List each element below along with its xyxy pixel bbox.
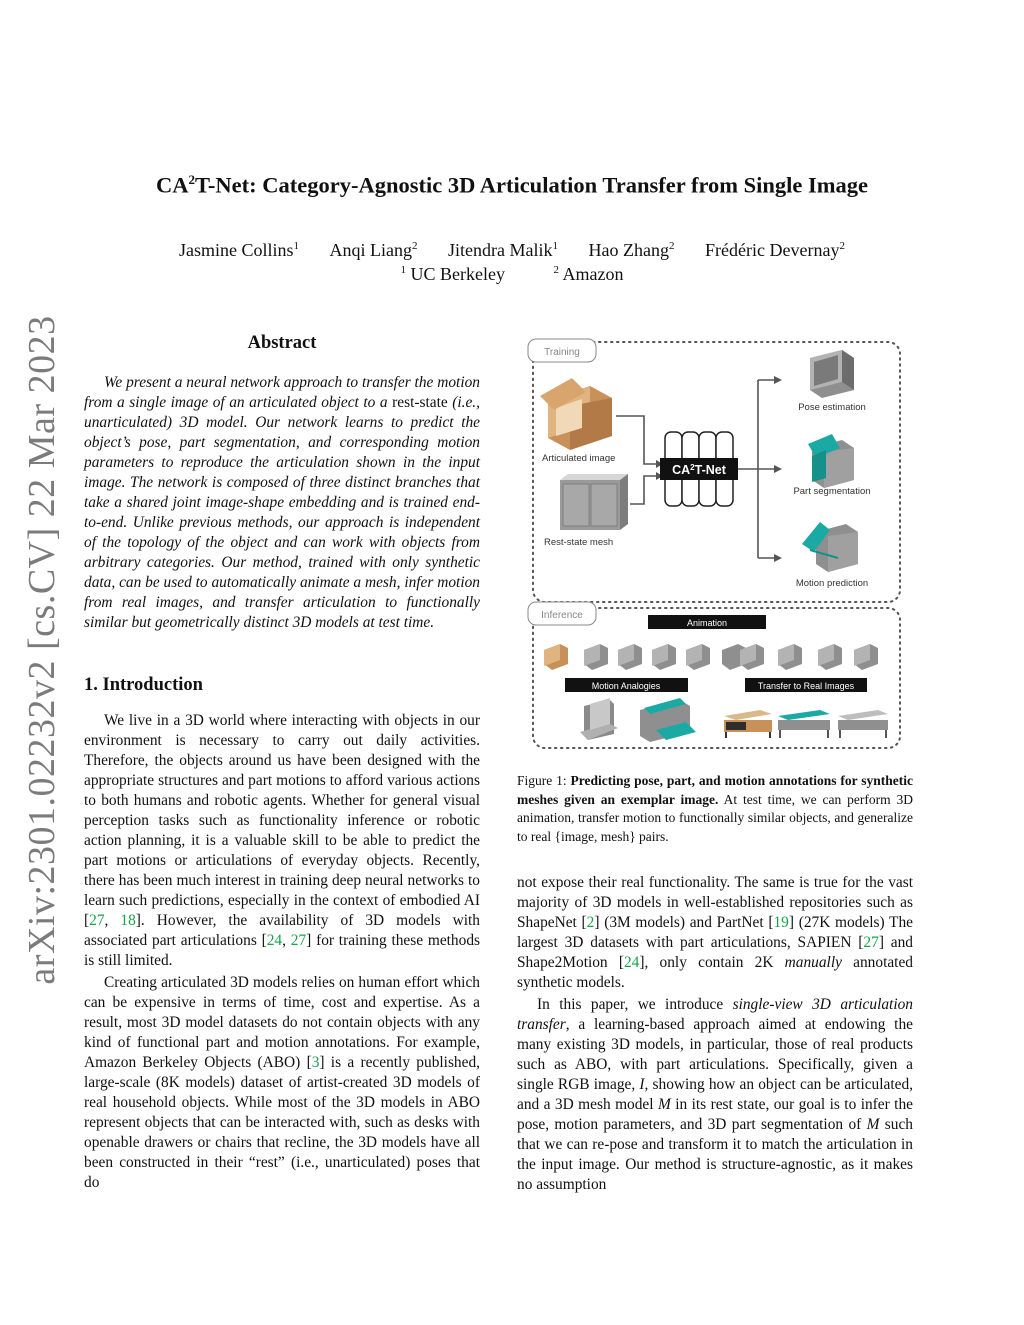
paper-title <box>0 172 1024 199</box>
arxiv-id-text: arXiv:2301.02232v2 [cs.CV] 22 Mar 2023 <box>21 315 63 985</box>
arrow-mesh-to-net <box>630 476 656 504</box>
network-name-label: $CA^2T$-Net <box>672 463 726 477</box>
pose-estimation-label: Pose estimation <box>798 402 866 413</box>
rest-state-label: Rest-state mesh <box>544 537 614 548</box>
rest-state-cabinet-mesh <box>560 474 628 530</box>
affiliations <box>0 264 1024 285</box>
part-segmentation-label: Part segmentation <box>793 486 871 497</box>
arxiv-side-stamp <box>18 315 66 985</box>
citation-link[interactable]: 3 <box>311 1054 320 1071</box>
author: Jasmine Collins$^1$ <box>179 240 300 260</box>
author: Anqi Liang$^2$ <box>329 240 418 260</box>
author: Frédéric Devernay$^2$ <box>705 240 845 260</box>
inference-tag: Inference <box>541 610 583 621</box>
intro-paragraph-4: In this paper, we introduce single-view 3D articulation transfer, a learning-based approach aimed at endowing the many existing 3D models, in particular, those of real products such as ABO, with part articulations. Specifically, given a single RGB image, I, showing how an object can be articulated, and a 3D mesh model M in its rest state, our goal is to infer the pose, motion parameters, and 3D part segmentation of M such that we can re-pose and transform it to match the articulation in the input image. Our method is structure-agnostic, as it makes no assumption <box>517 996 914 1193</box>
title-prefix: CA <box>155 172 189 198</box>
citation-link[interactable]: 18 <box>120 912 136 929</box>
figure-1-caption: Figure 1: Predicting pose, part, and motion annotations for synthetic meshes given an exemplar image. At test time, we can perform 3D animation, transfer motion to functionally similar objects, and generalize to real {image, mesh} pairs. <box>517 773 913 844</box>
network-block <box>660 432 738 506</box>
citation-link[interactable]: 27 <box>89 912 105 929</box>
pose-estimation-result <box>810 350 854 398</box>
author-list <box>0 240 1024 261</box>
articulated-cabinet-image <box>540 378 612 450</box>
articulated-image-label: Articulated image <box>542 453 616 464</box>
motion-prediction-result <box>802 522 858 572</box>
intro-paragraph-2: Creating articulated 3D models relies on human effort which can be expensive in terms of time, cost and expertise. As a result, most 3D model datasets do not contain objects with any kind of functional part and motion annotations. For example, Amazon Berkeley Objects (ABO) [3] is a recently published, large-scale (8K models) dataset of artist-created 3D models of real household objects. While most of the 3D models in ABO represent objects that can be interacted with, such as desks with openable drawers or chairs that recline, the 3D models have all been constructed in their “rest” (i.e., unarticulated) poses that do <box>84 974 481 1191</box>
animation-label: Animation <box>686 618 728 628</box>
motion-analogies-label: Motion Analogies <box>591 681 661 691</box>
arrow-net-to-outputs <box>738 380 774 558</box>
affiliation: $^1$ UC Berkeley <box>400 264 505 284</box>
author: Jitendra Malik$^1$ <box>448 240 559 260</box>
citation-link[interactable]: 27 <box>863 934 879 951</box>
citation-link[interactable]: 24 <box>266 932 283 949</box>
transfer-real-label: Transfer to Real Images <box>757 681 855 691</box>
intro-paragraph-3: not expose their real functionality. The same is true for the vast majority of 3D models in well-established repositories such as ShapeNet [2] (3M models) and PartNet [19] (27K models) The largest 3D datasets with part articulations, SAPIEN [27] and Shape2Motion [24], only contain 2K manually annotated synthetic models. <box>517 874 914 991</box>
intro-paragraph-1: We live in a 3D world where interacting with objects in our environment is necessary to carry out daily activities. Therefore, the objects around us have been designed with the appropriate structures and part motions to afford various actions to both humans and robotic agents. Whether for general visual perception tasks such as functionality inference or robotic action planning, it is a valuable skill to be able to predict the part motions or articulations of everyday objects. Recently, there has been much interest in training deep neural networks to learn such predictions, especially in the context of embodied AI [27, 18]. However, the availability of 3D models with associated part articulations [24, 27] for training these methods is still limited. <box>84 712 481 969</box>
animation-sequence <box>544 644 878 670</box>
title-superscript: 2 <box>188 172 195 187</box>
figure-1-diagram <box>520 336 910 754</box>
motion-prediction-label: Motion prediction <box>795 578 869 589</box>
citation-link[interactable]: 2 <box>586 914 595 931</box>
citation-link[interactable]: 19 <box>773 914 789 931</box>
author: Hao Zhang$^2$ <box>588 240 675 260</box>
motion-analogy-objects <box>580 698 696 742</box>
affiliation: $^2$ Amazon <box>553 264 624 284</box>
abstract-heading: Abstract <box>247 333 317 353</box>
section-heading-introduction: 1. Introduction <box>84 675 203 695</box>
abstract-text: We present a neural network approach to transfer the motion from a single image of an articulated object to a rest-state (i.e., unarticulated) 3D model. Our network learns to predict the object’s pose, part segmentation, and corresponding motion parameters to reproduce the articulation shown in the input image. The network is composed of three distinct branches that take a shared joint image-shape embedding and is trained end-to-end. Unlike previous methods, our approach is independent of the topology of the object and can work with objects from arbitrary categories. Our method, trained with only synthetic data, can be used to automatically animate a mesh, infer motion from real images, and transfer articulation to functionally similar but geometrically distinct 3D models at test time. <box>84 374 480 631</box>
part-segmentation-result <box>808 434 854 488</box>
citation-link[interactable]: 27 <box>290 932 307 949</box>
citation-link[interactable]: 24 <box>623 954 640 971</box>
training-tag: Training <box>544 347 580 358</box>
title-rest: T-Net: Category-Agnostic 3D Articulation Transfer from Single Image <box>194 172 869 198</box>
arrow-articulated-to-net <box>616 416 656 464</box>
real-transfer-objects <box>724 710 888 738</box>
